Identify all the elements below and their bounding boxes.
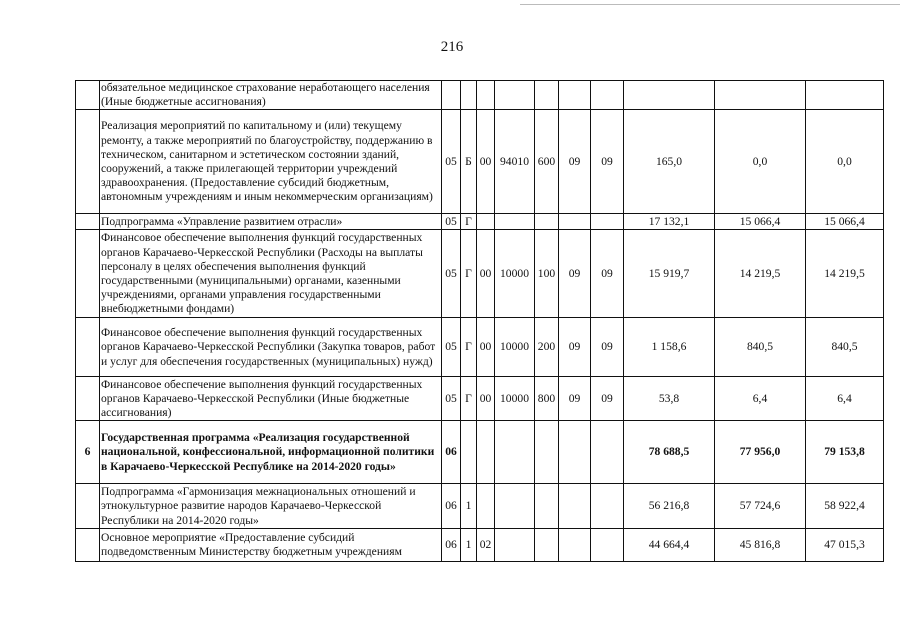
code-cell: 09 <box>559 230 591 318</box>
code-cell: Б <box>461 110 477 214</box>
code-cell <box>461 421 477 484</box>
value-cell: 56 216,8 <box>624 484 715 529</box>
value-cell: 78 688,5 <box>624 421 715 484</box>
code-cell: 100 <box>535 230 559 318</box>
value-cell: 57 724,6 <box>715 484 806 529</box>
row-name: Основное мероприятие «Предоставление субсидий подведомственным Министерству бюджетным учреждениям <box>100 529 442 562</box>
code-cell <box>591 81 624 110</box>
code-cell <box>559 81 591 110</box>
row-name: Финансовое обеспечение выполнения функций государственных органов Карачаево-Черкесской Республики (Закупка товаров, работ и услуг для обеспечения государственных (муниципальных) нужд) <box>100 318 442 377</box>
table-row <box>76 421 884 484</box>
value-cell: 45 816,8 <box>715 529 806 562</box>
value-cell: 15 919,7 <box>624 230 715 318</box>
code-cell: Г <box>461 377 477 421</box>
row-number <box>76 230 100 318</box>
value-cell: 77 956,0 <box>715 421 806 484</box>
code-cell: 800 <box>535 377 559 421</box>
code-cell <box>535 421 559 484</box>
code-cell <box>559 529 591 562</box>
code-cell: 1 <box>461 529 477 562</box>
value-cell: 44 664,4 <box>624 529 715 562</box>
code-cell <box>495 81 535 110</box>
code-cell: 10000 <box>495 377 535 421</box>
row-number <box>76 214 100 230</box>
code-cell <box>495 214 535 230</box>
value-cell: 47 015,3 <box>806 529 884 562</box>
code-cell: 94010 <box>495 110 535 214</box>
value-cell: 79 153,8 <box>806 421 884 484</box>
code-cell: 10000 <box>495 230 535 318</box>
code-cell: 06 <box>442 529 461 562</box>
row-name: Финансовое обеспечение выполнения функций государственных органов Карачаево-Черкесской Республики (Расходы на выплаты персоналу в целях обеспечения выполнения функций государственными (муниципальными) органами, казенными учреждениями, органами управления государственными внебюджетными фондами) <box>100 230 442 318</box>
table-row <box>76 214 884 230</box>
row-number <box>76 110 100 214</box>
code-cell: 600 <box>535 110 559 214</box>
value-cell: 6,4 <box>715 377 806 421</box>
code-cell <box>559 484 591 529</box>
code-cell: 09 <box>591 318 624 377</box>
code-cell: 00 <box>477 318 495 377</box>
code-cell: 05 <box>442 214 461 230</box>
row-number: 6 <box>76 421 100 484</box>
value-cell: 58 922,4 <box>806 484 884 529</box>
value-cell: 0,0 <box>715 110 806 214</box>
value-cell: 14 219,5 <box>715 230 806 318</box>
code-cell: 09 <box>559 110 591 214</box>
table-row <box>76 529 884 562</box>
code-cell: 1 <box>461 484 477 529</box>
value-cell: 165,0 <box>624 110 715 214</box>
row-number <box>76 484 100 529</box>
code-cell: Г <box>461 230 477 318</box>
page-number: 216 <box>440 39 464 55</box>
value-cell: 840,5 <box>806 318 884 377</box>
code-cell: 00 <box>477 377 495 421</box>
code-cell <box>591 214 624 230</box>
code-cell: 10000 <box>495 318 535 377</box>
code-cell <box>535 81 559 110</box>
row-number <box>76 318 100 377</box>
code-cell: 09 <box>559 377 591 421</box>
code-cell: 02 <box>477 529 495 562</box>
value-cell: 6,4 <box>806 377 884 421</box>
row-name: обязательное медицинское страхование неработающего населения (Иные бюджетные ассигнования) <box>100 81 442 110</box>
table-row <box>76 81 884 110</box>
code-cell <box>591 529 624 562</box>
row-number <box>76 529 100 562</box>
row-name: Государственная программа «Реализация государственной национальной, конфессиональной, информационной политики в Карачаево-Черкесской Республике на 2014-2020 годы» <box>100 421 442 484</box>
value-cell: 15 066,4 <box>715 214 806 230</box>
row-name: Финансовое обеспечение выполнения функций государственных органов Карачаево-Черкесской Республики (Иные бюджетные ассигнования) <box>100 377 442 421</box>
table-row <box>76 377 884 421</box>
code-cell <box>559 214 591 230</box>
code-cell: 09 <box>591 230 624 318</box>
code-cell: 200 <box>535 318 559 377</box>
row-number <box>76 81 100 110</box>
row-number <box>76 377 100 421</box>
row-name: Подпрограмма «Гармонизация межнациональных отношений и этнокультурное развитие народов Карачаево-Черкесской Республики на 2014-2020 годы» <box>100 484 442 529</box>
code-cell <box>535 484 559 529</box>
code-cell <box>461 81 477 110</box>
code-cell <box>591 421 624 484</box>
code-cell <box>477 81 495 110</box>
code-cell: 05 <box>442 377 461 421</box>
value-cell: 0,0 <box>806 110 884 214</box>
code-cell <box>477 484 495 529</box>
value-cell: 17 132,1 <box>624 214 715 230</box>
code-cell <box>535 214 559 230</box>
code-cell: 00 <box>477 230 495 318</box>
scan-edge-line <box>520 4 900 5</box>
code-cell <box>535 529 559 562</box>
code-cell <box>477 214 495 230</box>
code-cell <box>591 484 624 529</box>
code-cell <box>559 421 591 484</box>
value-cell <box>715 81 806 110</box>
code-cell: 00 <box>477 110 495 214</box>
value-cell: 14 219,5 <box>806 230 884 318</box>
code-cell <box>495 484 535 529</box>
table-row <box>76 110 884 214</box>
value-cell <box>806 81 884 110</box>
value-cell: 53,8 <box>624 377 715 421</box>
row-name: Подпрограмма «Управление развитием отрасли» <box>100 214 442 230</box>
table-row <box>76 484 884 529</box>
table-row <box>76 318 884 377</box>
code-cell: 06 <box>442 484 461 529</box>
value-cell: 840,5 <box>715 318 806 377</box>
code-cell: 05 <box>442 318 461 377</box>
code-cell <box>495 421 535 484</box>
code-cell: 09 <box>591 377 624 421</box>
code-cell: 05 <box>442 110 461 214</box>
value-cell <box>624 81 715 110</box>
value-cell: 15 066,4 <box>806 214 884 230</box>
code-cell: 09 <box>559 318 591 377</box>
budget-table <box>75 80 884 562</box>
code-cell <box>495 529 535 562</box>
code-cell: Г <box>461 214 477 230</box>
table-row <box>76 230 884 318</box>
code-cell: Г <box>461 318 477 377</box>
row-name: Реализация мероприятий по капитальному и (или) текущему ремонту, а также мероприятий по благоустройству, поддержанию в техническом, санитарном и эстетическом состоянии зданий, сооружений, а также прилегающей территории учреждений здравоохранения. (Предоставление субсидий бюджетным, автономным учреждениям и иным некоммерческим организациям) <box>100 110 442 214</box>
code-cell: 05 <box>442 230 461 318</box>
value-cell: 1 158,6 <box>624 318 715 377</box>
code-cell: 09 <box>591 110 624 214</box>
code-cell: 06 <box>442 421 461 484</box>
code-cell <box>477 421 495 484</box>
code-cell <box>442 81 461 110</box>
